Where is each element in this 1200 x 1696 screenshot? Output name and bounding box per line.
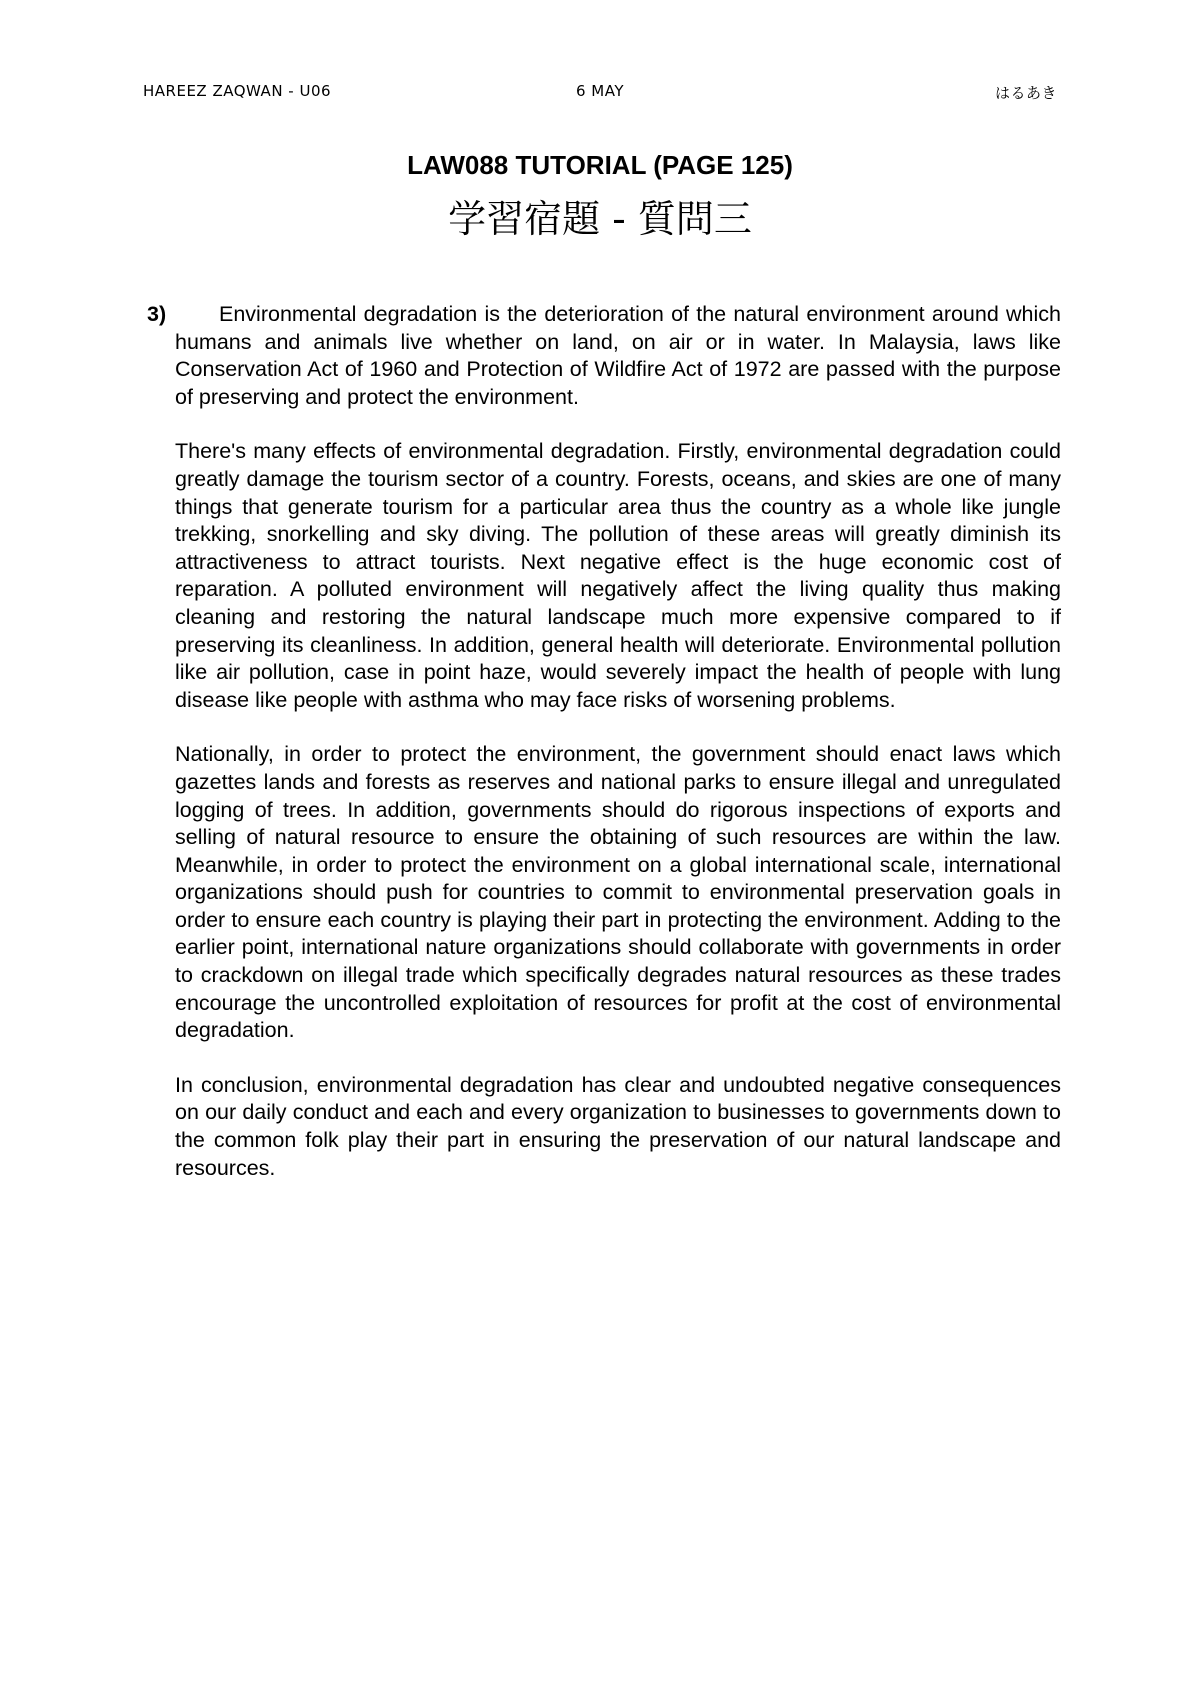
- paragraph-4: In conclusion, environmental degradation has clear and undoubted negative consequences on our daily conduct and each and every organization to businesses to governments down to the common folk play their part in ensuring the preservation of our natural landscape and resources.: [175, 1072, 1061, 1180]
- paragraph-2: There's many effects of environmental degradation. Firstly, environmental degradation could greatly damage the tourism sector of a country. Forests, oceans, and skies are one of many things that generate tourism for a particular area thus the country as a whole like jungle trekking, snorkelling and sky diving. The pollution of these areas will greatly diminish its attractiveness to attract tourists. Next negative effect is the huge economic cost of reparation. A polluted environment will negatively affect the living quality thus making cleaning and restoring the natural landscape much more expensive compared to if preserving its cleanliness. In addition, general health will deteriorate. Environmental pollution like air pollution, case in point haze, would severely impact the health of people with lung disease like people with asthma who may face risks of worsening problems.: [175, 439, 1061, 712]
- page-header: [143, 82, 1057, 106]
- author-label: HAREEZ ZAQWAN - U06: [143, 82, 332, 100]
- paragraph-1: [147, 301, 1061, 411]
- paragraph-1-text: Environmental degradation is the deterioration of the natural environment around which humans and animals live whether on land, on air or in water. In Malaysia, laws like Conservation Act of 1960 and Protection of Wildfire Act of 1972 are passed with the purpose of preserving and protect the environment.: [175, 302, 1061, 409]
- document-title: LAW088 TUTORIAL (PAGE 125): [407, 150, 793, 180]
- question-number: 3): [147, 302, 167, 326]
- document-subtitle: 学習宿題 - 質問三: [448, 197, 752, 241]
- date-label: 6 MAY: [576, 82, 625, 100]
- document-body: [147, 301, 1061, 1209]
- name-kana-label: はるあき: [994, 84, 1057, 102]
- paragraph-3: Nationally, in order to protect the environment, the government should enact laws which gazettes lands and forests as reserves and national parks to ensure illegal and unregulated logging of trees. In addition, governments should do rigorous inspections of exports and selling of natural resource to ensure the obtaining of such resources are within the law. Meanwhile, in order to protect the environment on a global international scale, international organizations should push for countries to commit to environmental preservation goals in order to ensure each country is playing their part in protecting the environment. Adding to the earlier point, international nature organizations should collaborate with governments in order to crackdown on illegal trade which specifically degrades natural resources as these trades encourage the uncontrolled exploitation of resources for profit at the cost of environmental degradation.: [175, 742, 1061, 1043]
